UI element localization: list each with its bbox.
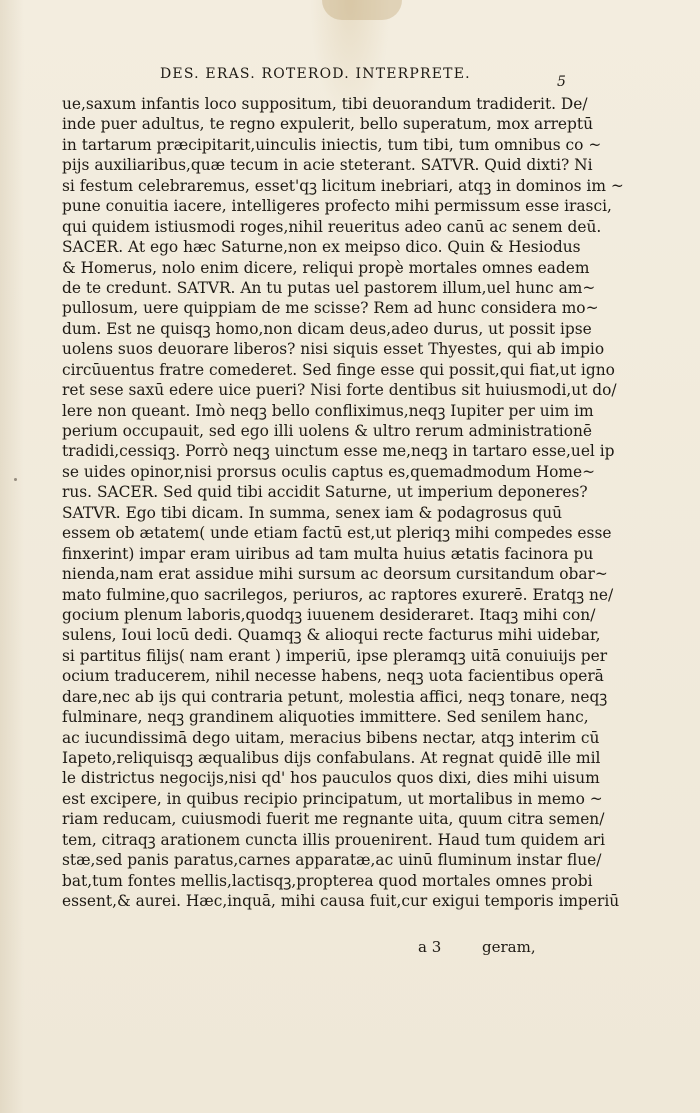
text-line: se uides opinor,nisi prorsus oculis captus es,quemadmodum Home~ [62,462,595,481]
text-line: mato fulmine,quo sacrilegos, periuros, ac raptores exurerē. Eratqꝫ ne/ [62,585,614,604]
catchword: geram, [482,938,536,956]
text-line: qui quidem istiusmodi roges,nihil reueritus adeo canū ac senem deū. [62,217,602,236]
text-line: dum. Est ne quisqꝫ homo,non dicam deus,adeo durus, ut possit ipse [62,319,592,338]
text-line: sulens, Ioui locū dedi. Quamqꝫ & alioqui recte facturus mihi uidebar, [62,626,601,645]
text-line: circūuentus fratre comederet. Sed finge esse qui possit,qui fiat,ut igno [62,360,615,379]
text-line: ac iucundissimā dego uitam, meracius bibens nectar, atqꝫ interim cū [62,728,600,747]
text-line: pune conuitia iacere, intelligeres profecto mihi permissum esse irasci, [62,197,612,216]
text-line: SATVR. Ego tibi dicam. In summa, senex iam & podagrosus quū [62,503,563,522]
text-line: in tartarum præcipitarit,uinculis iniectis, tum tibi, tum omnibus co ~ [62,135,602,154]
text-line: nienda,nam erat assidue mihi sursum ac deorsum cursitandum obar~ [62,565,608,584]
text-line: lere non queant. Imò neqꝫ bello confliximus,neqꝫ Iupiter per uim im [62,401,594,420]
text-line: & Homerus, nolo enim dicere, reliqui propè mortales omnes eadem [62,258,590,277]
text-line: si festum celebraremus, esset'qꝫ licitum inebriari, atqꝫ in dominos im ~ [62,176,624,195]
text-line: SACER. At ego hæc Saturne,non ex meipso dico. Quin & Hesiodus [62,238,581,257]
text-line: inde puer adultus, te regno expulerit, bello superatum, mox arreptū [62,115,593,134]
text-line: essent,& aurei. Hæc,inquā, mihi causa fuit,cur exigui temporis imperiū [62,892,620,911]
text-line: ue,saxum infantis loco suppositum, tibi deuorandum tradiderit. De/ [62,95,588,113]
text-line: gocium plenum laboris,quodqꝫ iuuenem desideraret. Itaqꝫ mihi con/ [62,605,596,624]
text-line: riam reducam, cuiusmodi fuerit me regnante uita, quum citra semen/ [62,810,605,829]
page-stain [322,0,402,20]
text-line: tem, citraqꝫ arationem cuncta illis prouenirent. Haud tum quidem ari [62,830,606,849]
text-line: fulminare, neqꝫ grandinem aliquoties immittere. Sed senilem hanc, [62,708,589,727]
text-line: essem ob ætatem( unde etiam factū est,ut pleriqꝫ mihi compedes esse [62,524,612,543]
text-line: ocium traducerem, nihil necesse habens, neqꝫ uota facientibus operā [62,667,604,686]
text-line: tradidi,cessiqꝫ. Porrò neqꝫ uinctum esse me,neqꝫ in tartaro esse,uel ip [62,442,615,461]
signature-mark: a 3 [418,938,442,956]
text-line: le districtus negocijs,nisi qd' hos pauculos quos dixi, dies mihi uisum [62,769,600,788]
text-line: bat,tum fontes mellis,lactisqꝫ,propterea quod mortales omnes probi [62,871,593,890]
text-line: pijs auxiliaribus,quæ tecum in acie steterant. SATVR. Quid dixti? Ni [62,156,593,175]
text-line: stæ,sed panis paratus,carnes apparatæ,ac uinū fluminum instar flue/ [62,851,602,870]
margin-mark [14,478,17,481]
text-line: est excipere, in quibus recipio principatum, ut mortalibus in memo ~ [62,789,603,808]
text-line: perium occupauit, sed ego illi uolens & ultro rerum administrationē [62,422,592,440]
text-line: Iapeto,reliquisqꝫ æqualibus dijs confabulans. At regnat quidē ille mil [62,749,601,767]
folio-number: 5 [557,74,566,90]
text-line: ret sese saxū edere uice pueri? Nisi forte dentibus sit huiusmodi,ut do/ [62,381,617,400]
text-line: pullosum, uere quippiam de me scisse? Rem ad hunc considera mo~ [62,299,599,318]
text-line: uolens suos deuorare liberos? nisi siquis esset Thyestes, qui ab impio [62,340,605,359]
body-text [62,94,624,912]
text-line: de te credunt. SATVR. An tu putas uel pastorem illum,uel hunc am~ [62,278,596,297]
text-line: finxerint) impar eram uiribus ad tam multa huius ætatis facinora pu [62,544,594,563]
running-head: DES. ERAS. ROTEROD. INTERPRETE. [160,66,471,82]
text-line: dare,nec ab ijs qui contraria petunt, molestia affici, neqꝫ tonare, neqꝫ [62,687,608,706]
text-line: si partitus filijs( nam erant ) imperiū, ipse pleramqꝫ uitā conuiuijs per [62,646,608,665]
text-line: rus. SACER. Sed quid tibi accidit Saturne, ut imperium deponeres? [62,483,588,502]
